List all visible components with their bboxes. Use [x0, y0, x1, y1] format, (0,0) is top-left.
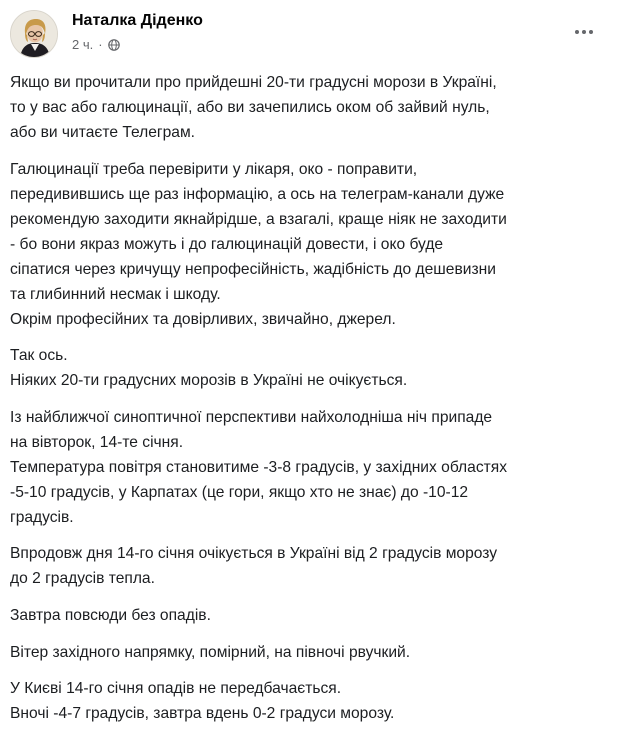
post-text-line: Вітер західного напрямку, помірний, на півночі рвучкий. [10, 643, 411, 661]
post-text-line: Окрім професійних та довірливих, звичайно, джерел. [10, 310, 396, 328]
post-paragraph [10, 640, 610, 665]
post-author[interactable]: Наталка Діденко [72, 12, 203, 29]
post-text-line: -5-10 градусів, у Карпатах (це гори, якщо хто не знає) до -10-12 [10, 483, 469, 501]
more-horizontal-icon [574, 29, 594, 35]
post-text-line: Завтра повсюди без опадів. [10, 606, 211, 624]
avatar[interactable] [10, 10, 58, 58]
post-text-line: У Києві 14-го січня опадів не передбачається. [10, 680, 342, 698]
post-paragraph [10, 405, 610, 530]
post-text-line: або ви читаєте Телеграм. [10, 124, 195, 141]
post-paragraph [10, 603, 610, 628]
post-text-line: на вівторок, 14-те січня. [10, 433, 184, 451]
post-text-line: Галюцинації треба перевірити у лікаря, око - поправити, [10, 160, 418, 178]
post-text-line: - бо вони якраз можуть і до галюцинацій довести, і око буде [10, 235, 444, 253]
post-text-line: Температура повітря становитиме -3-8 градусів, у західних областях [10, 458, 507, 476]
post-text-line: Так ось. [10, 347, 68, 365]
post-text-line: Впродовж дня 14-го січня очікується в Україні від 2 градусів морозу [10, 545, 498, 563]
post-text-line: до 2 градусів тепла. [10, 570, 155, 588]
post-text-line: то у вас або галюцинації, або ви зачепились оком об зайвий нуль, [10, 99, 490, 116]
post-paragraph [10, 157, 610, 332]
post-meta [72, 37, 120, 52]
post-text-line: градусів. [10, 508, 74, 526]
post-text-line: сіпатися через кричущу непрофесійність, жадібність до дешевизни [10, 260, 496, 278]
post-paragraph [10, 676, 610, 726]
post-text-line: Із найближчої синоптичної перспективи найхолодніша ніч припаде [10, 408, 493, 426]
post-text [10, 70, 610, 738]
post-text-line: Вночі -4-7 градусів, завтра вдень 0-2 градуси морозу. [10, 705, 395, 723]
post-text-line: передивившись ще раз інформацію, а ось на телеграм-канали дуже [10, 185, 505, 203]
globe-icon[interactable] [108, 39, 120, 51]
avatar-image [11, 11, 58, 58]
post-text-line: рекомендую заходити якнайрідше, а взагалі, краще ніяк не заходити [10, 210, 507, 228]
post-header [10, 10, 610, 62]
post-text-line: Якщо ви прочитали про прийдешні 20-ти градусні морози в Україні, [10, 74, 497, 91]
more-options-button[interactable] [566, 14, 602, 50]
post-paragraph [10, 343, 610, 393]
meta-separator: · [98, 37, 103, 52]
post-timestamp[interactable]: 2 ч. [72, 37, 94, 52]
post-paragraph [10, 70, 610, 145]
post-text-line: Ніяких 20-ти градусних морозів в Україні не очікується. [10, 372, 408, 390]
post-paragraph [10, 541, 610, 591]
post-text-line: та глибинний несмак і шкоду. [10, 285, 221, 303]
